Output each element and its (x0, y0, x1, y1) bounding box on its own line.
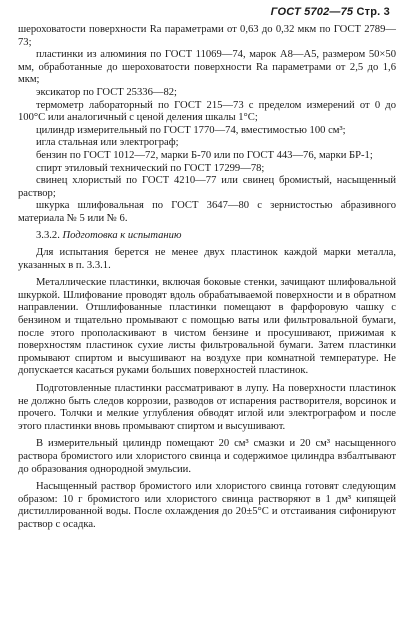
paragraph: свинец хлористый по ГОСТ 4210—77 или свинец бромистый, насыщенный раствор; (18, 175, 396, 199)
page-number: Стр. 3 (356, 6, 390, 18)
paragraph: В измерительный цилиндр помещают 20 см³ смазки и 20 см³ насыщенного раствора бромистого или хлористого свинца и содержимое цилиндра взбалтывают до образования однородной эмульсии. (18, 438, 396, 475)
paragraph: бензин по ГОСТ 1012—72, марки Б-70 или по ГОСТ 443—76, марки БР-1; (36, 149, 373, 161)
paragraph: шероховатости поверхности Ra параметрами от 0,63 до 0,32 мкм по ГОСТ 2789—73; (18, 24, 396, 48)
paragraph: Для испытания берется не менее двух пластинок каждой марки металла, указанных в п. 3.3.1. (18, 247, 396, 271)
paragraph: цилиндр измерительный по ГОСТ 1770—74, вместимостью 100 см³; (36, 124, 346, 136)
section-title: Подготовка к испытанию (62, 229, 182, 241)
standard-code: ГОСТ 5702—75 (270, 6, 354, 18)
paragraph: спирт этиловый технический по ГОСТ 17299—78; (36, 162, 265, 174)
paragraph: термометр лабораторный по ГОСТ 215—73 с пределом измерений от 0 до 100°С или аналогичный с ценой деления шкалы 1°С; (18, 99, 396, 124)
paragraph: пластинки из алюминия по ГОСТ 11069—74, марок А8—А5, размером 50×50 мм, обработанные до шероховатости поверхности Ra параметрами от 2,5 до 1,6 мкм; (18, 49, 396, 86)
paragraph: эксикатор по ГОСТ 25336—82; (36, 86, 178, 98)
paragraph: Насыщенный раствор бромистого или хлористого свинца готовят следующим образом: 10 г бромистого или хлористого свинца растворяют в 1 дм³ кипящей дистиллированной воды. После охлаждения до 20±5°С и отстаивания сифонируют раствор с осадка. (18, 481, 396, 530)
page-header (271, 6, 390, 18)
paragraph: шкурка шлифовальная по ГОСТ 3647—80 с зернистостью абразивного материала № 5 или № 6. (18, 200, 396, 224)
section-heading (18, 230, 396, 243)
document-body (18, 24, 396, 532)
paragraph: игла стальная или электрограф; (36, 137, 179, 149)
paragraph: Металлические пластинки, включая боковые стенки, зачищают шлифовальной шкуркой. Шлифование проводят вдоль обрабатываемой поверхности и в обратном направлении. Отшлифованные пластинки помещают в фарфоровую чашку с бензином и тщательно промывают с помощью ваты или фильтровальной бумаги, после этого прополаскивают в чистом бензине и просушивают, прижимая к поверхностям пластинок сухие листы фильтровальной бумаги. Затем пластинки промывают спиртом и высушивают на воздухе при комнатной температуре. Не допускается касаться руками больших поверхностей пластинок. (18, 277, 396, 377)
section-number: 3.3.2. (36, 229, 60, 241)
paragraph: Подготовленные пластинки рассматривают в лупу. На поверхности пластинок не должно быть следов коррозии, разводов от испарения растворителя, ворсинок и прочего. Толчки и мелкие углубления обводят иглой или электрографом и после этого пластинки вновь промывают спиртом и высушивают. (18, 383, 396, 432)
